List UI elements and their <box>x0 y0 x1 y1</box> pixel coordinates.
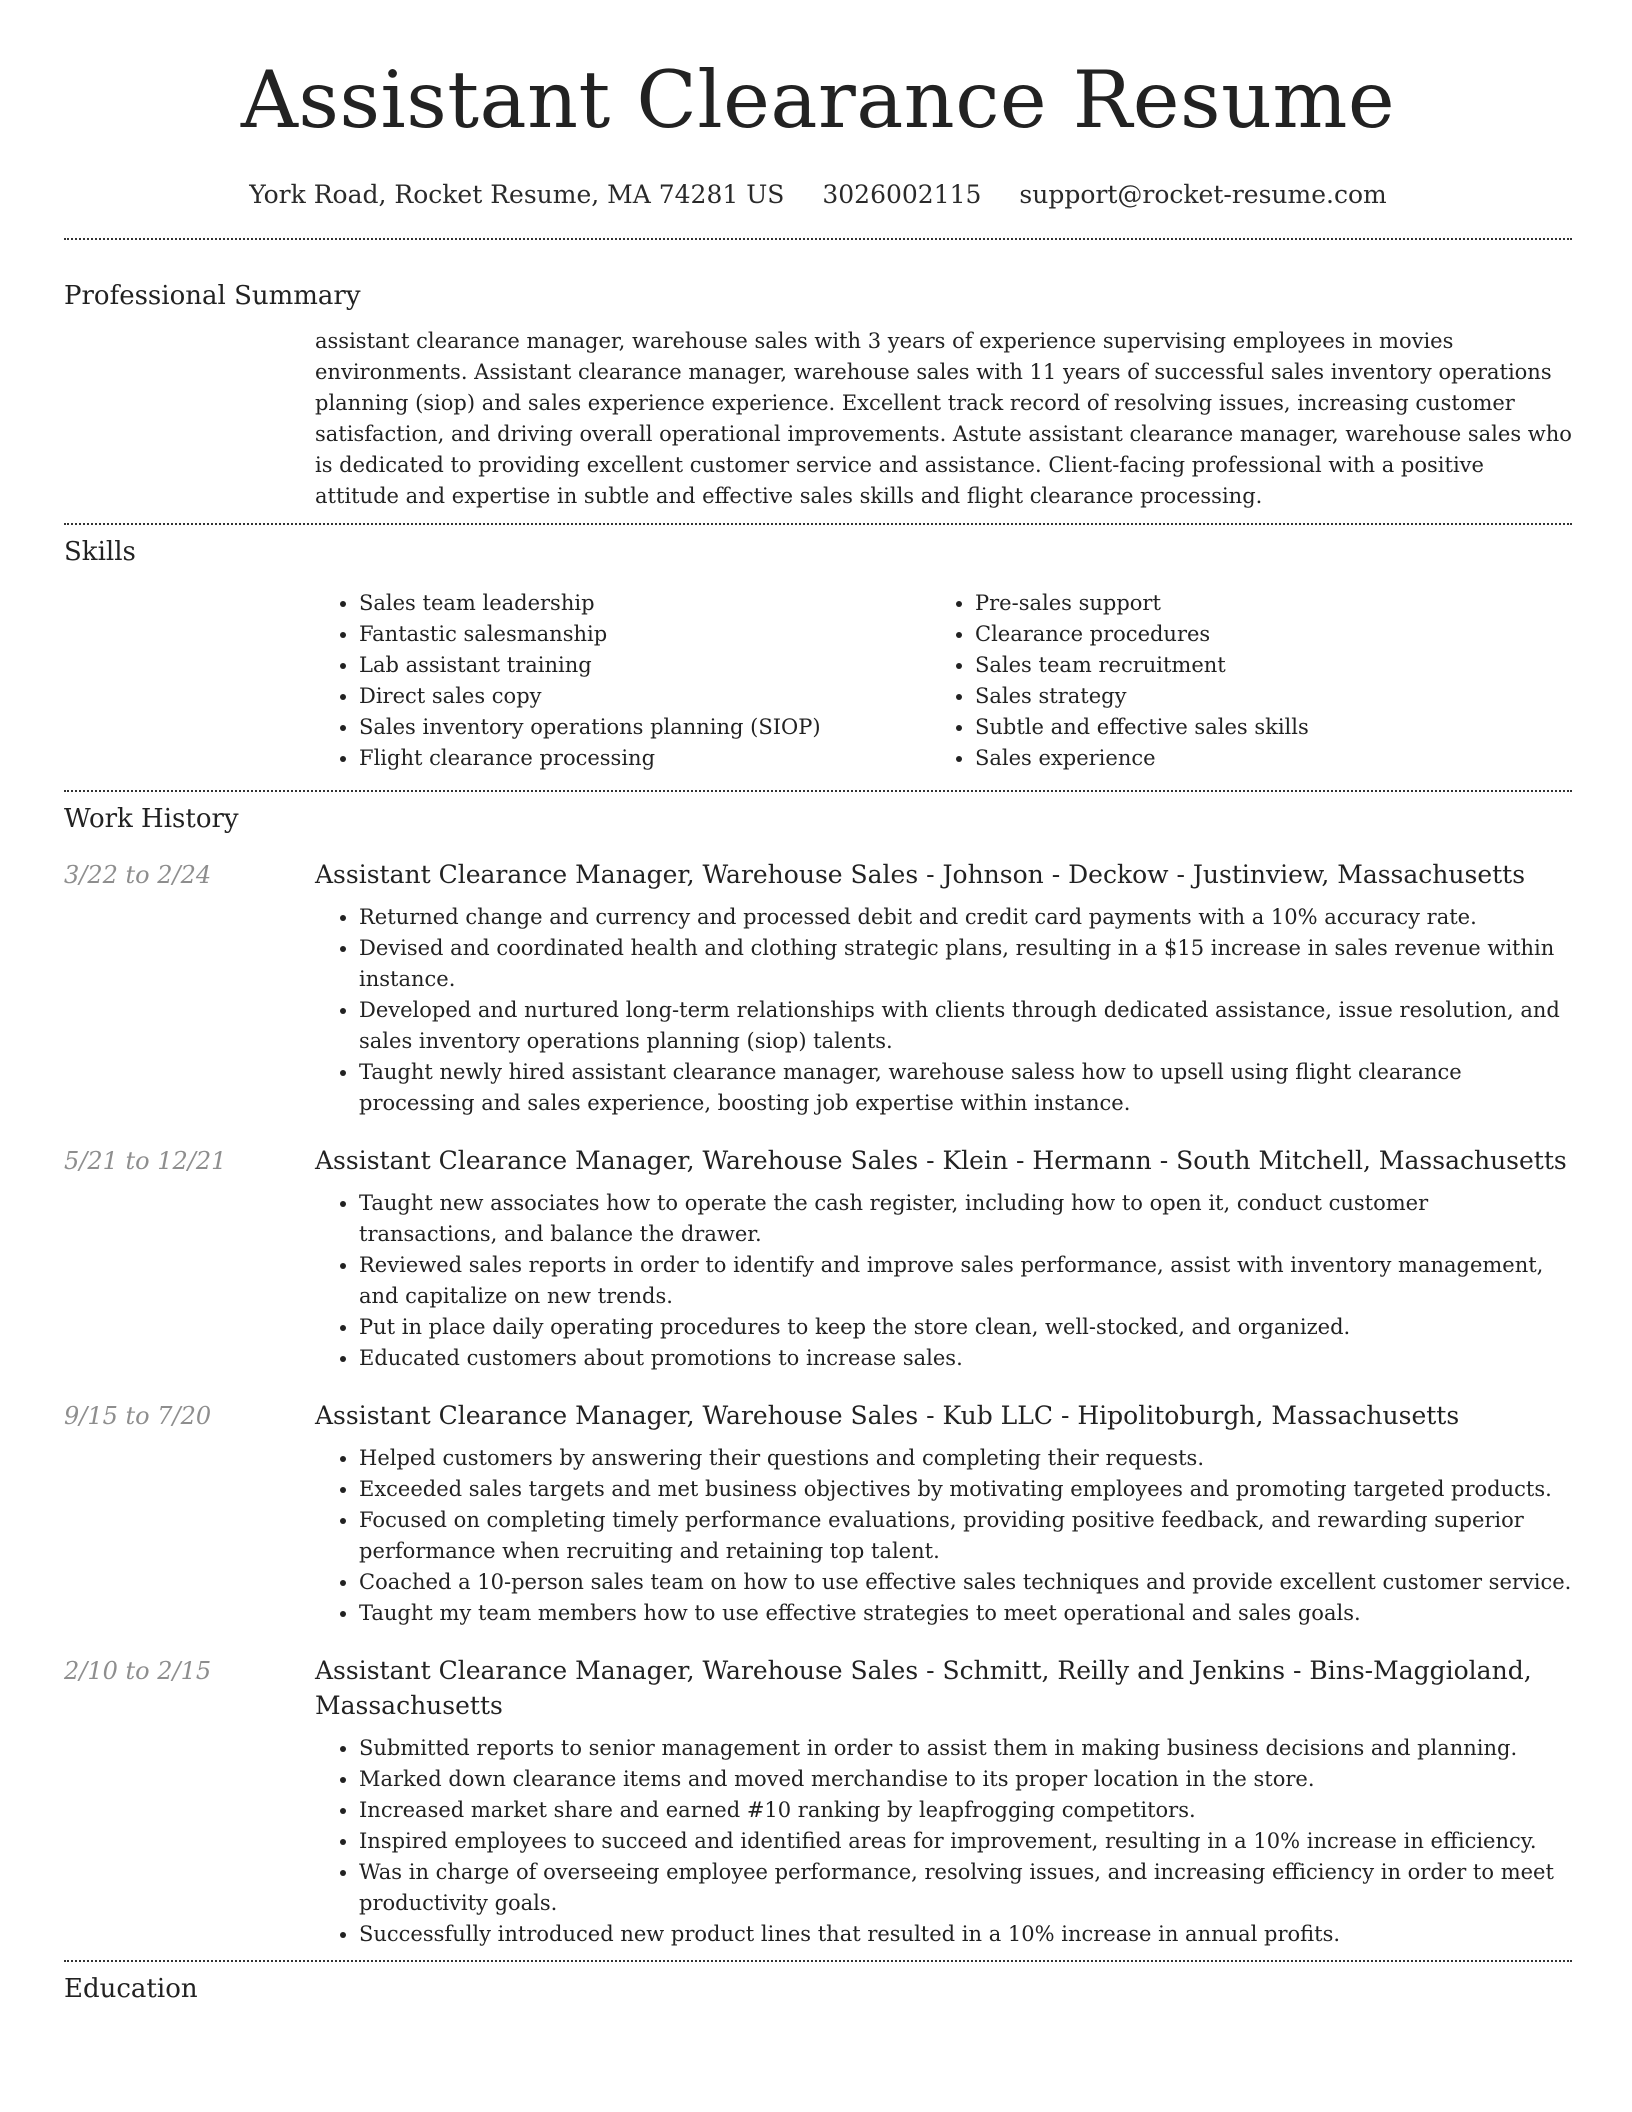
job-entry <box>64 1653 1572 1950</box>
job-bullet: • Devised and coordinated health and clothing strategic plans, resulting in a $15 increase in sales revenue within instance. <box>359 933 1572 995</box>
job-bullet: • Inspired employees to succeed and identified areas for improvement, resulting in a 10% increase in efficiency. <box>359 1826 1572 1857</box>
skill-item: • Sales team recruitment <box>975 650 1547 681</box>
skills-divider <box>64 790 1572 792</box>
contact-address: York Road, Rocket Resume, MA 74281 US <box>249 180 785 209</box>
skill-item: • Sales strategy <box>975 681 1547 712</box>
job-bullet: • Taught new associates how to operate the cash register, including how to open it, conduct customer transactions, and balance the drawer. <box>359 1188 1572 1250</box>
skill-item: • Sales team leadership <box>359 588 931 619</box>
skills-list <box>315 588 1572 774</box>
job-entry <box>64 1398 1572 1629</box>
job-details <box>315 1653 1572 1950</box>
resume-page <box>64 0 1572 2005</box>
job-bullet: • Put in place daily operating procedures to keep the store clean, well-stocked, and organized. <box>359 1312 1572 1343</box>
job-bullet: • Educated customers about promotions to increase sales. <box>359 1343 1572 1374</box>
job-bullet: • Submitted reports to senior management in order to assist them in making business decisions and planning. <box>359 1733 1572 1764</box>
job-bullet: • Focused on completing timely performance evaluations, providing positive feedback, and rewarding superior performance when recruiting and retaining top talent. <box>359 1505 1572 1567</box>
job-bullet: • Marked down clearance items and moved merchandise to its proper location in the store. <box>359 1764 1572 1795</box>
job-bullet: • Increased market share and earned #10 ranking by leapfrogging competitors. <box>359 1795 1572 1826</box>
job-bullet: • Returned change and currency and processed debit and credit card payments with a 10% accuracy rate. <box>359 902 1572 933</box>
job-title: Assistant Clearance Manager, Warehouse Sales - Schmitt, Reilly and Jenkins - Bins-Maggioland, Massachusetts <box>315 1656 1532 1720</box>
skill-item: • Clearance procedures <box>975 619 1547 650</box>
job-bullet: • Was in charge of overseeing employee performance, resolving issues, and increasing efficiency in order to meet productivity goals. <box>359 1857 1572 1919</box>
skill-item: • Pre-sales support <box>975 588 1547 619</box>
skill-item: • Direct sales copy <box>359 681 931 712</box>
skill-item: • Flight clearance processing <box>359 743 931 774</box>
contact-line <box>64 180 1572 210</box>
job-bullet: • Taught my team members how to use effective strategies to meet operational and sales goals. <box>359 1598 1572 1629</box>
job-bullet: • Taught newly hired assistant clearance manager, warehouse saless how to upsell using flight clearance processing and sales experience, boosting job expertise within instance. <box>359 1057 1572 1119</box>
job-title: Assistant Clearance Manager, Warehouse Sales - Kub LLC - Hipolitoburgh, Massachusetts <box>315 1401 1460 1430</box>
job-entry <box>64 1143 1572 1374</box>
skills-column-right <box>931 588 1547 774</box>
job-title: Assistant Clearance Manager, Warehouse Sales - Klein - Hermann - South Mitchell, Massachusetts <box>315 1146 1567 1175</box>
job-bullet: • Coached a 10-person sales team on how to use effective sales techniques and provide excellent customer service. <box>359 1567 1572 1598</box>
summary-divider <box>64 523 1572 525</box>
summary-heading: Professional Summary <box>64 281 361 311</box>
job-bullet: • Exceeded sales targets and met business objectives by motivating employees and promoting targeted products. <box>359 1474 1572 1505</box>
summary-text: assistant clearance manager, warehouse sales with 3 years of experience supervising employees in movies environments. Assistant clearance manager, warehouse sales with 11 years of successful sales inventory operations planning (siop) and sales experience experience. Excellent track record of resolving issues, increasing customer satisfaction, and driving overall operational improvements. Astute assistant clearance manager, warehouse sales who is dedicated to providing excellent customer service and assistance. Client-facing professional with a positive attitude and expertise in subtle and effective sales skills and flight clearance processing. <box>315 329 1572 508</box>
job-entry <box>64 857 1572 1119</box>
skill-item: • Lab assistant training <box>359 650 931 681</box>
work-history-heading: Work History <box>64 804 239 834</box>
resume-title: Assistant Clearance Resume <box>240 54 1396 146</box>
job-bullet: • Developed and nurtured long-term relationships with clients through dedicated assistance, issue resolution, and sales inventory operations planning (siop) talents. <box>359 995 1572 1057</box>
contact-phone: 3026002115 <box>822 180 982 209</box>
skill-item: • Sales experience <box>975 743 1547 774</box>
job-bullet: • Helped customers by answering their questions and completing their requests. <box>359 1443 1572 1474</box>
job-dates: 9/15 to 7/20 <box>64 1402 212 1430</box>
job-bullets <box>315 1733 1572 1950</box>
job-bullet: • Successfully introduced new product lines that resulted in a 10% increase in annual profits. <box>359 1919 1572 1950</box>
job-dates: 2/10 to 2/15 <box>64 1657 212 1685</box>
job-title: Assistant Clearance Manager, Warehouse Sales - Johnson - Deckow - Justinview, Massachusetts <box>315 860 1526 889</box>
contact-email: support@rocket-resume.com <box>1019 180 1387 209</box>
job-details <box>315 1143 1572 1374</box>
header-divider <box>64 238 1572 240</box>
job-details <box>315 857 1572 1119</box>
skill-item: • Fantastic salesmanship <box>359 619 931 650</box>
job-details <box>315 1398 1572 1629</box>
job-dates: 3/22 to 2/24 <box>64 861 212 889</box>
job-bullets <box>315 902 1572 1119</box>
skill-item: • Subtle and effective sales skills <box>975 712 1547 743</box>
education-heading: Education <box>64 1974 198 2004</box>
skill-item: • Sales inventory operations planning (SIOP) <box>359 712 931 743</box>
job-bullets <box>315 1443 1572 1629</box>
work-divider <box>64 1960 1572 1962</box>
job-bullets <box>315 1188 1572 1374</box>
skills-column-left <box>315 588 931 774</box>
job-bullet: • Reviewed sales reports in order to identify and improve sales performance, assist with inventory management, and capitalize on new trends. <box>359 1250 1572 1312</box>
job-dates: 5/21 to 12/21 <box>64 1147 227 1175</box>
skills-heading: Skills <box>64 537 136 567</box>
